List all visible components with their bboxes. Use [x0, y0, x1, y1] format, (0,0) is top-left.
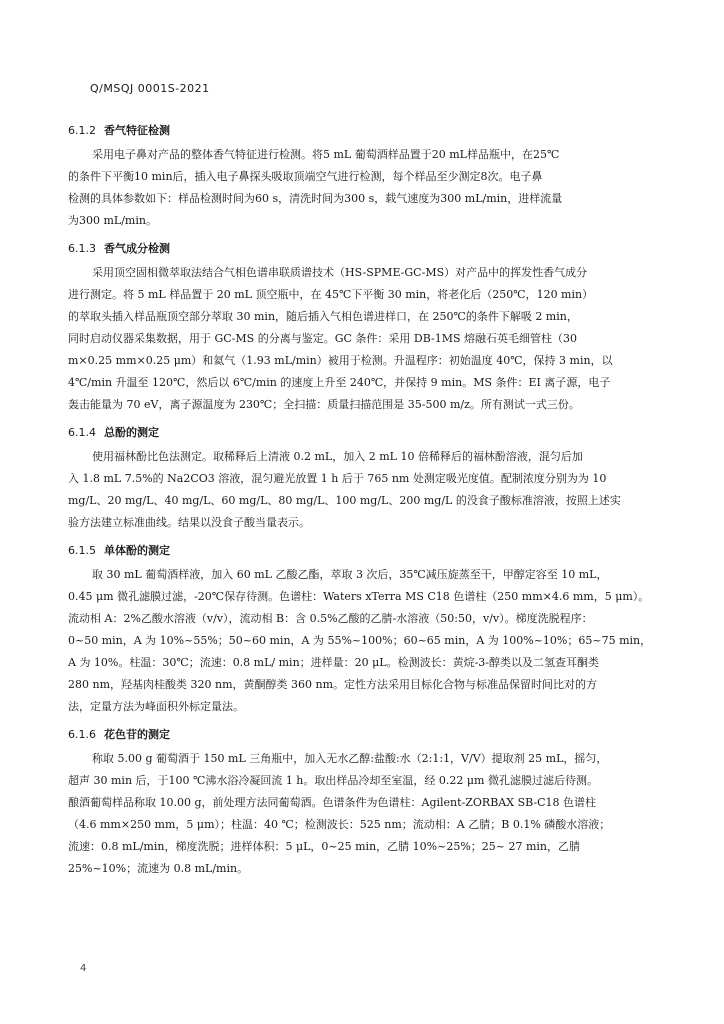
text-line: 超声 30 min 后，于100 ℃沸水浴冷凝回流 1 h。取出样品冷却至室温，经 0.22 μm 微孔滤膜过滤后待测。: [68, 774, 598, 787]
text-line: 流动相 A：2%乙酸水溶液（v/v），流动相 B：含 0.5%乙酸的乙腈-水溶液（50:50，v/v）。梯度洗脱程序：: [68, 612, 593, 625]
section-title: 香气成分检测: [104, 242, 170, 255]
section-heading: [68, 120, 656, 142]
section-number: 6.1.4: [68, 426, 96, 439]
text-line: 法，定量方法为峰面积外标定量法。: [68, 700, 244, 713]
text-line: 的条件下平衡10 min后，插入电子鼻探头吸取顶端空气进行检测，每个样品至少测定8次。电子鼻: [68, 170, 543, 183]
section-paragraph: [68, 262, 656, 416]
text-line: 取 30 mL 葡萄酒样液，加入 60 mL 乙酸乙酯，萃取 3 次后，35℃减压旋蒸至干，甲醇定容至 10 mL，: [92, 568, 608, 581]
section-title: 总酚的测定: [104, 426, 159, 439]
text-line: 同时启动仪器采集数据，用于 GC-MS 的分离与鉴定。GC 条件：采用 DB-1MS 熔融石英毛细管柱（30: [68, 332, 578, 345]
text-line: 0.45 μm 微孔滤膜过滤，-20℃保存待测。色谱柱：Waters xTerra MS C18 色谱柱（250 mm×4.6 mm，5 μm）。: [68, 590, 650, 603]
text-line: 的萃取头插入样品瓶顶空部分萃取 30 min，随后插入气相色谱进样口，在 250℃的条件下解吸 2 min，: [68, 310, 578, 323]
section-6-1-3: [68, 238, 656, 416]
page-number: 4: [80, 963, 87, 974]
section-paragraph: [68, 564, 656, 718]
section-paragraph: [68, 446, 656, 534]
document-code: Q/MSQJ 0001S-2021: [90, 82, 210, 95]
section-title: 单体酚的测定: [104, 544, 170, 557]
text-line: 4℃/min 升温至 120℃，然后以 6℃/min 的速度上升至 240℃，并保持 9 min。MS 条件：EI 离子源，电子: [68, 376, 611, 389]
text-line: 使用福林酚比色法测定。取稀释后上清液 0.2 mL，加入 2 mL 10 倍稀释后的福林酚溶液，混匀后加: [92, 450, 583, 463]
text-line: 280 nm，羟基肉桂酸类 320 nm，黄酮醇类 360 nm。定性方法采用目标化合物与标准品保留时间比对的方: [68, 678, 598, 691]
section-6-1-6: [68, 724, 656, 880]
section-heading: [68, 540, 656, 562]
document-body: [68, 120, 656, 886]
section-paragraph: [68, 144, 656, 232]
section-number: 6.1.3: [68, 242, 96, 255]
text-line: 采用电子鼻对产品的整体香气特征进行检测。将5 mL 葡萄酒样品置于20 mL样品瓶中，在25℃: [92, 148, 560, 161]
section-heading: [68, 422, 656, 444]
text-line: （4.6 mm×250 mm，5 μm）；柱温：40 ℃；检测波长：525 nm；流动相：A 乙腈；B 0.1% 磷酸水溶液；: [68, 818, 611, 831]
section-title: 花色苷的测定: [104, 728, 170, 741]
text-line: 0~50 min，A 为 10%~55%；50~60 min，A 为 55%~100%；60~65 min，A 为 100%~10%；65~75 min，: [68, 634, 652, 647]
text-line: m×0.25 mm×0.25 μm）和氦气（1.93 mL/min）被用于检测。升温程序：初始温度 40℃，保持 3 min，以: [68, 354, 613, 367]
section-6-1-2: [68, 120, 656, 232]
section-number: 6.1.2: [68, 124, 96, 137]
text-line: 采用顶空固相微萃取法结合气相色谱串联质谱技术（HS-SPME-GC-MS）对产品中的挥发性香气成分: [92, 266, 588, 279]
text-line: A 为 10%。柱温：30℃；流速：0.8 mL/ min；进样量：20 μL。检测波长：黄烷-3-醇类以及二氢查耳酮类: [68, 656, 600, 669]
text-line: 称取 5.00 g 葡萄酒于 150 mL 三角瓶中，加入无水乙醇:盐酸:水（2:1:1，V/V）提取剂 25 mL，摇匀，: [92, 752, 608, 765]
section-number: 6.1.6: [68, 728, 96, 741]
section-number: 6.1.5: [68, 544, 96, 557]
text-line: 进行测定。将 5 mL 样品置于 20 mL 顶空瓶中，在 45℃下平衡 30 min，将老化后（250℃，120 min）: [68, 288, 594, 301]
section-6-1-5: [68, 540, 656, 718]
section-heading: [68, 238, 656, 260]
text-line: 为300 mL/min。: [68, 214, 157, 227]
section-heading: [68, 724, 656, 746]
section-6-1-4: [68, 422, 656, 534]
text-line: 检测的具体参数如下：样品检测时间为60 s，清洗时间为300 s，载气速度为300 mL/min，进样流量: [68, 192, 563, 205]
text-line: 流速：0.8 mL/min，梯度洗脱；进样体积：5 μL，0~25 min，乙腈 10%~25%；25~ 27 min，乙腈: [68, 840, 581, 853]
text-line: mg/L、20 mg/L、40 mg/L、60 mg/L、80 mg/L、100 mg/L、200 mg/L 的没食子酸标准溶液，按照上述实: [68, 494, 621, 507]
text-line: 轰击能量为 70 eV，离子源温度为 230℃；全扫描：质量扫描范围是 35-500 m/z。所有测试一式三份。: [68, 398, 580, 411]
text-line: 酿酒葡萄样品称取 10.00 g，前处理方法同葡萄酒。色谱条件为色谱柱：Agilent-ZORBAX SB-C18 色谱柱: [68, 796, 597, 809]
text-line: 验方法建立标准曲线。结果以没食子酸当量表示。: [68, 516, 310, 529]
text-line: 25%~10%；流速为 0.8 mL/min。: [68, 862, 249, 875]
text-line: 入 1.8 mL 7.5%的 Na2CO3 溶液，混匀避光放置 1 h 后于 765 nm 处测定吸光度值。配制浓度分别为为 10: [68, 472, 607, 485]
section-title: 香气特征检测: [104, 124, 170, 137]
section-paragraph: [68, 748, 656, 880]
